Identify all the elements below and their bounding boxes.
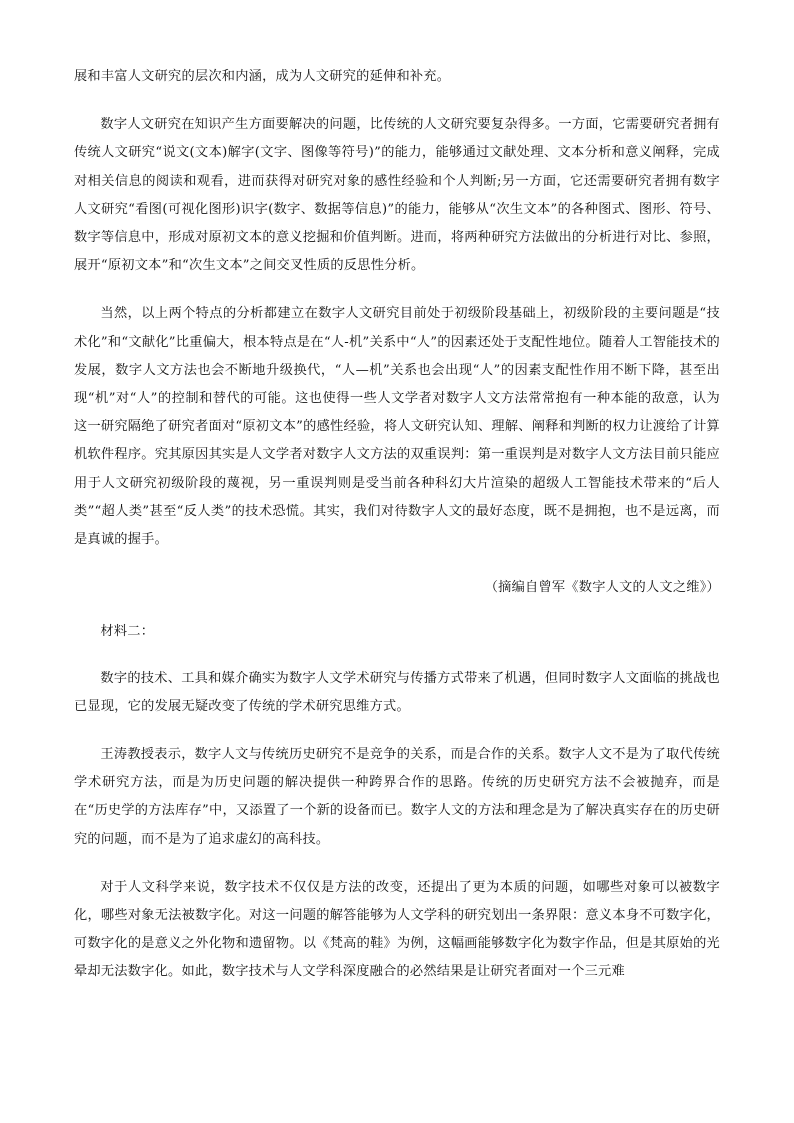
material-two-label: 材料二： xyxy=(100,624,155,640)
paragraph-material-opportunity: 数字的技术、工具和媒介确实为数字人文学术研究与传播方式带来了机遇，但同时数字人文面临的挑战也已显现，它的发展无疑改变了传统的学术研究思维方式。 xyxy=(74,670,720,714)
source-citation: （摘编自曾军《数字人文的人文之维》） xyxy=(484,580,720,596)
paragraph-initial-stage: 当然，以上两个特点的分析都建立在数字人文研究目前处于初级阶段基础上，初级阶段的主要问题是“技术化”和“文献化”比重偏大，根本特点是在“人-机”关系中“人”的因素还处于支配性地位。随着人工智能技术的发展，数字人文方法也会不断地升级换代，“人—机”关系也会出现“人”的因素支配性作用不断下降，甚至出现“机”对“人”的控制和替代的可能。这也使得一些人文学者对数字人文方法常常抱有一种本能的敌意，认为这一研究隔绝了研究者面对“原初文本”的感性经验，将人文研究认知、理解、阐释和判断的权力让渡给了计算机软件程序。究其原因其实是人文学者对数字人文方法的双重误判：第一重误判是对数字人文方法目前只能应用于人文研究初级阶段的蔑视，另一重误判则是受当前各种科幻大片渲染的超级人工智能技术带来的“后人类”“超人类”甚至“反人类”的技术恐慌。其实，我们对待数字人文的最好态度，既不是拥抱，也不是远离，而是真诚的握手。 xyxy=(74,306,720,548)
document-body xyxy=(74,63,720,1007)
paragraph-knowledge-production: 数字人文研究在知识产生方面要解决的问题，比传统的人文研究要复杂得多。一方面，它需要研究者拥有传统人文研究“说文(文本)解字(文字、图像等符号)”的能力，能够通过文献处理、文本分析和意义阐释，完成对相关信息的阅读和观看，进而获得对研究对象的感性经验和个人判断;另一方面，它还需要研究者拥有数字人文研究“看图(可视化图形)识字(数字、数据等信息)”的能力，能够从“次生文本”的各种图式、图形、符号、数字等信息中，形成对原初文本的意义挖掘和价值判断。进而，将两种研究方法做出的分析进行对比、参照，展开“原初文本”和“次生文本”之间交叉性质的反思性分析。 xyxy=(74,117,720,274)
paragraph-continuation: 展和丰富人文研究的层次和内涵，成为人文研究的延伸和补充。 xyxy=(74,69,451,84)
paragraph-digitization-limits: 对于人文科学来说，数字技术不仅仅是方法的改变，还提出了更为本质的问题，如哪些对象可以被数字化，哪些对象无法被数字化。对这一问题的解答能够为人文学科的研究划出一条界限：意义本身不可数字化，可数字化的是意义之外化物和遗留物。以《梵高的鞋》为例，这幅画能够数字化为数字作品，但是其原始的光晕却无法数字化。如此，数字技术与人文学科深度融合的必然结果是让研究者面对一个三元难 xyxy=(74,879,720,980)
paragraph-wang-tao: 王涛教授表示，数字人文与传统历史研究不是竞争的关系，而是合作的关系。数字人文不是为了取代传统学术研究方法，而是为历史问题的解决提供一种跨界合作的思路。传统的历史研究方法不会被抛弃，而是在“历史学的方法库存”中，又添置了一个新的设备而已。数字人文的方法和理念是为了解决真实存在的历史研究的问题，而不是为了追求虚幻的高科技。 xyxy=(74,747,720,847)
